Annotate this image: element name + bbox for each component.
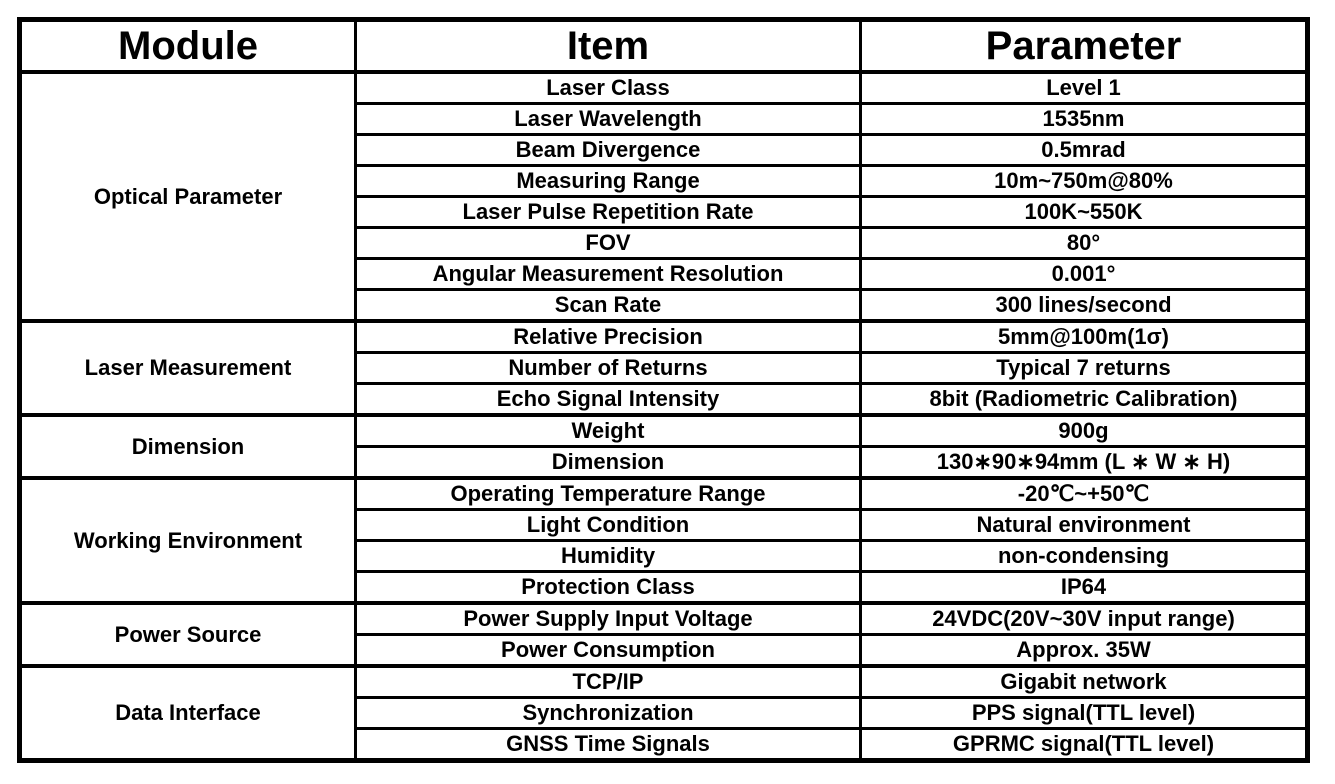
- spec-table-header: [20, 20, 1308, 73]
- parameter-cell: 24VDC(20V~30V input range): [861, 603, 1308, 635]
- table-row: [20, 666, 1308, 698]
- parameter-cell: -20℃~+50℃: [861, 478, 1308, 510]
- item-cell: Laser Wavelength: [356, 104, 861, 135]
- item-cell: Scan Rate: [356, 290, 861, 322]
- parameter-cell: 1535nm: [861, 104, 1308, 135]
- item-cell: FOV: [356, 228, 861, 259]
- item-cell: Operating Temperature Range: [356, 478, 861, 510]
- item-cell: Beam Divergence: [356, 135, 861, 166]
- parameter-cell: 8bit (Radiometric Calibration): [861, 384, 1308, 416]
- module-cell: Power Source: [20, 603, 356, 666]
- parameter-cell: Level 1: [861, 72, 1308, 104]
- item-cell: Weight: [356, 415, 861, 447]
- table-row: [20, 478, 1308, 510]
- parameter-cell: 130∗90∗94mm (L ∗ W ∗ H): [861, 447, 1308, 479]
- item-cell: GNSS Time Signals: [356, 729, 861, 761]
- parameter-cell: 100K~550K: [861, 197, 1308, 228]
- parameter-cell: GPRMC signal(TTL level): [861, 729, 1308, 761]
- col-header-parameter: Parameter: [861, 20, 1308, 73]
- module-cell: Dimension: [20, 415, 356, 478]
- parameter-cell: Gigabit network: [861, 666, 1308, 698]
- table-row: [20, 321, 1308, 353]
- col-header-item: Item: [356, 20, 861, 73]
- col-header-module: Module: [20, 20, 356, 73]
- item-cell: Angular Measurement Resolution: [356, 259, 861, 290]
- item-cell: Number of Returns: [356, 353, 861, 384]
- parameter-cell: non-condensing: [861, 541, 1308, 572]
- parameter-cell: Approx. 35W: [861, 635, 1308, 667]
- item-cell: Humidity: [356, 541, 861, 572]
- item-cell: Power Consumption: [356, 635, 861, 667]
- parameter-cell: Natural environment: [861, 510, 1308, 541]
- module-cell: Working Environment: [20, 478, 356, 603]
- parameter-cell: 5mm@100m(1σ): [861, 321, 1308, 353]
- parameter-cell: 900g: [861, 415, 1308, 447]
- table-row: [20, 72, 1308, 104]
- parameter-cell: 300 lines/second: [861, 290, 1308, 322]
- item-cell: Laser Pulse Repetition Rate: [356, 197, 861, 228]
- parameter-cell: Typical 7 returns: [861, 353, 1308, 384]
- item-cell: Dimension: [356, 447, 861, 479]
- parameter-cell: IP64: [861, 572, 1308, 604]
- parameter-cell: 0.5mrad: [861, 135, 1308, 166]
- item-cell: Laser Class: [356, 72, 861, 104]
- table-row: [20, 415, 1308, 447]
- item-cell: Echo Signal Intensity: [356, 384, 861, 416]
- item-cell: Relative Precision: [356, 321, 861, 353]
- item-cell: Measuring Range: [356, 166, 861, 197]
- parameter-cell: PPS signal(TTL level): [861, 698, 1308, 729]
- item-cell: Synchronization: [356, 698, 861, 729]
- item-cell: TCP/IP: [356, 666, 861, 698]
- parameter-cell: 0.001°: [861, 259, 1308, 290]
- table-row: [20, 603, 1308, 635]
- spec-table: [17, 17, 1310, 763]
- module-cell: Data Interface: [20, 666, 356, 761]
- parameter-cell: 80°: [861, 228, 1308, 259]
- spec-table-body: [20, 72, 1308, 761]
- item-cell: Light Condition: [356, 510, 861, 541]
- parameter-cell: 10m~750m@80%: [861, 166, 1308, 197]
- module-cell: Optical Parameter: [20, 72, 356, 321]
- header-row: [20, 20, 1308, 73]
- item-cell: Power Supply Input Voltage: [356, 603, 861, 635]
- item-cell: Protection Class: [356, 572, 861, 604]
- module-cell: Laser Measurement: [20, 321, 356, 415]
